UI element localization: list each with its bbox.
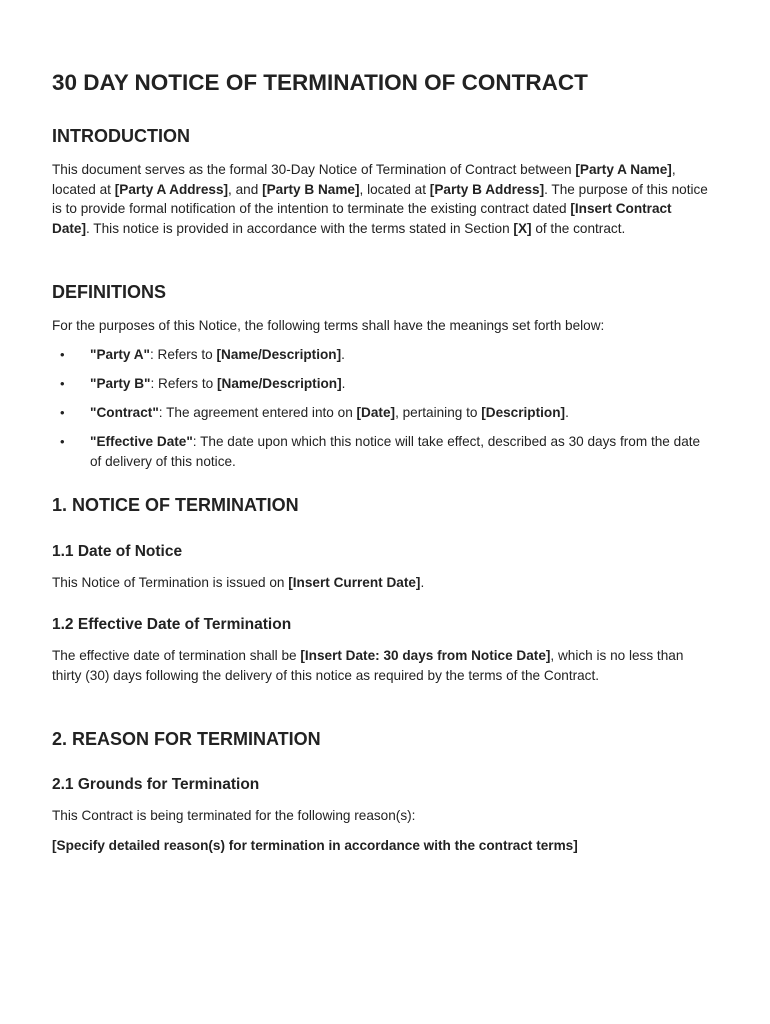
- subsection-1-1-heading: 1.1 Date of Notice: [52, 543, 183, 560]
- definitions-lead: For the purposes of this Notice, the following terms shall have the meanings set forth below:: [52, 318, 605, 333]
- definition-party-a: • "Party A": Refers to [Name/Description].: [90, 345, 710, 365]
- definitions-heading: DEFINITIONS: [52, 282, 167, 302]
- subsection-1-2-heading: 1.2 Effective Date of Termination: [52, 616, 292, 633]
- definition-party-b: • "Party B": Refers to [Name/Description].: [90, 374, 710, 394]
- subsection-2-1-paragraph: This Contract is being terminated for the following reason(s):: [52, 808, 416, 823]
- introduction-paragraph: This document serves as the formal 30-Day Notice of Termination of Contract between [Party A Name], located at [Party A Address], and [Party B Name], located at [Party B Address]. The purpose of this notice is to provide formal notification of the intention to terminate the existing contract dated [Insert Contract Date]. This notice is provided in accordance with the terms stated in Section [X] of the contract.: [52, 162, 708, 236]
- bullet-icon: •: [60, 347, 65, 362]
- bullet-icon: •: [60, 376, 65, 391]
- bullet-icon: •: [60, 405, 65, 420]
- section-2-heading: 2. REASON FOR TERMINATION: [52, 729, 321, 749]
- subsection-1-1-paragraph: This Notice of Termination is issued on [Insert Current Date].: [52, 575, 425, 590]
- section-1-heading: 1. NOTICE OF TERMINATION: [52, 495, 299, 515]
- subsection-1-2-paragraph: The effective date of termination shall be [Insert Date: 30 days from Notice Date], which is no less than thirty (30) days following the delivery of this notice as required by the terms of the Contract.: [52, 648, 684, 683]
- introduction-heading: INTRODUCTION: [52, 126, 190, 146]
- subsection-2-1-heading: 2.1 Grounds for Termination: [52, 776, 260, 793]
- document-title: 30 DAY NOTICE OF TERMINATION OF CONTRACT: [52, 70, 588, 95]
- definition-contract: • "Contract": The agreement entered into on [Date], pertaining to [Description].: [90, 403, 710, 423]
- bullet-icon: •: [60, 434, 65, 449]
- definition-effective-date: • "Effective Date": The date upon which this notice will take effect, described as 30 days from the date of delivery of this notice.: [60, 434, 701, 469]
- termination-reason-placeholder: [Specify detailed reason(s) for termination in accordance with the contract terms]: [52, 838, 578, 853]
